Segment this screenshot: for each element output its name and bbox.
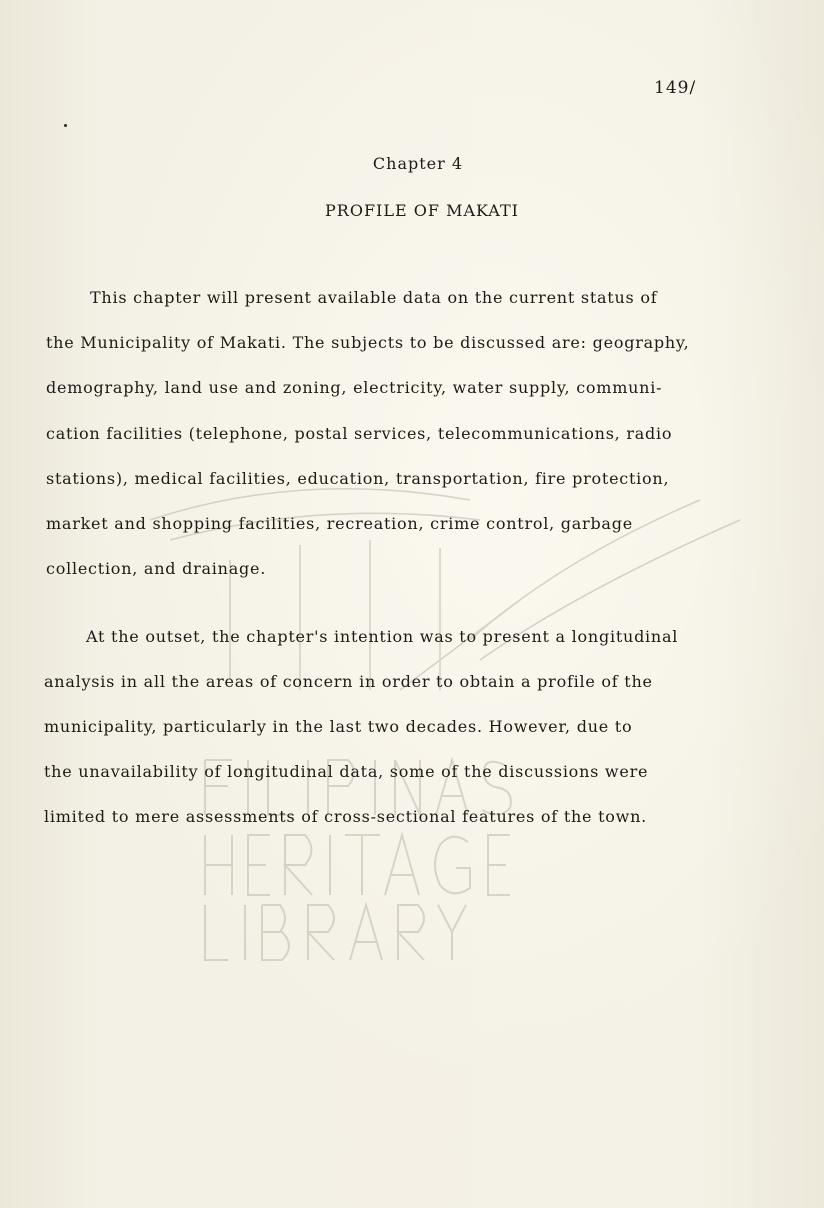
paragraph-line: the unavailability of longitudinal data, some of the discussions were bbox=[44, 762, 649, 781]
paragraph-line: analysis in all the areas of concern in order to obtain a profile of the bbox=[44, 672, 653, 691]
paragraph-line: limited to mere assessments of cross-sectional features of the town. bbox=[44, 807, 647, 826]
paragraph-line: stations), medical facilities, education, transportation, fire protection, bbox=[46, 469, 670, 488]
paragraph-line: market and shopping facilities, recreation, crime control, garbage bbox=[46, 514, 633, 533]
paragraph-line: cation facilities (telephone, postal services, telecommunications, radio bbox=[46, 424, 673, 443]
chapter-title: PROFILE OF MAKATI bbox=[325, 201, 519, 220]
paragraph-line: At the outset, the chapter's intention was to present a longitudinal bbox=[86, 627, 679, 646]
paragraph-line: municipality, particularly in the last two decades. However, due to bbox=[44, 717, 633, 736]
scan-speck bbox=[64, 124, 67, 127]
page-number: 149/ bbox=[654, 78, 697, 98]
paragraph-line: demography, land use and zoning, electricity, water supply, communi- bbox=[46, 378, 663, 397]
chapter-label: Chapter 4 bbox=[372, 154, 464, 173]
paragraph-line: the Municipality of Makati. The subjects to be discussed are: geography, bbox=[46, 333, 690, 352]
paragraph-line: collection, and drainage. bbox=[46, 559, 267, 578]
paragraph-line: This chapter will present available data on the current status of bbox=[90, 288, 658, 307]
